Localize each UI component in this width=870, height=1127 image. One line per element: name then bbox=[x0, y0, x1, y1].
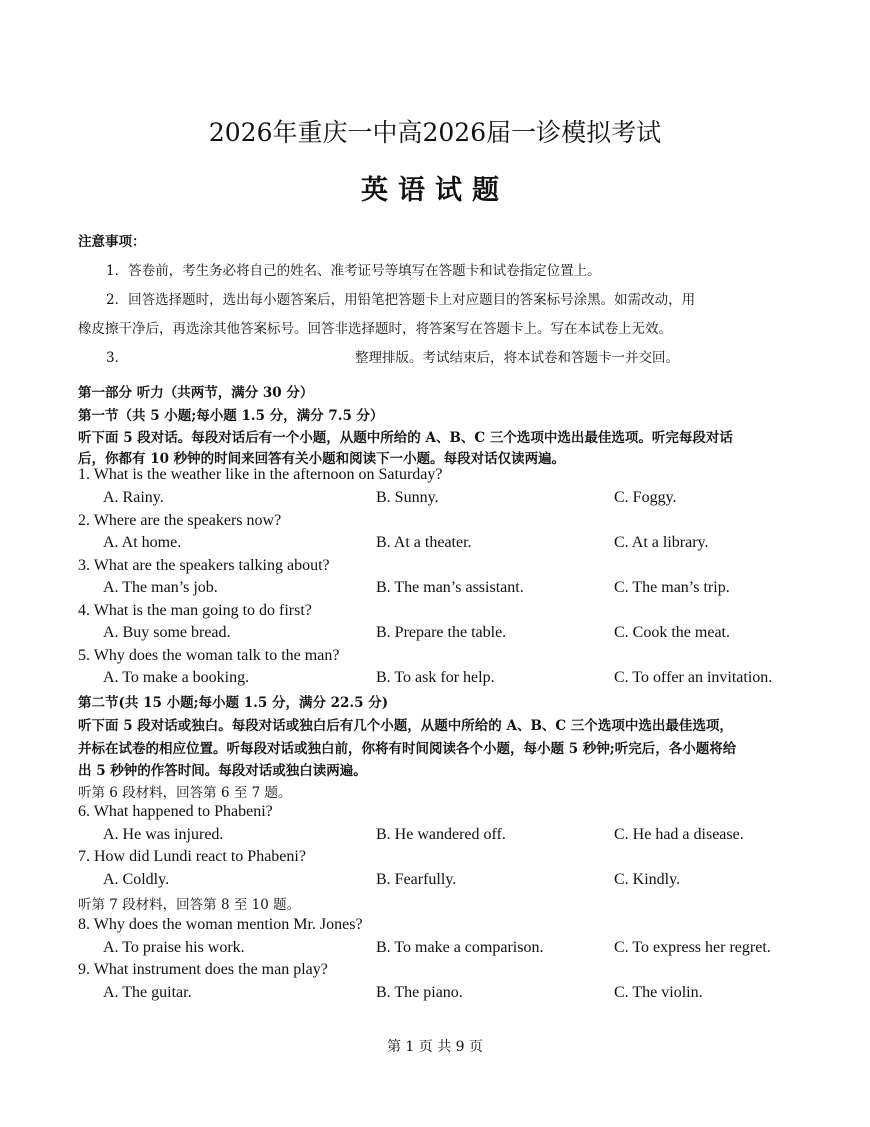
notes-heading: 注意事项： bbox=[78, 234, 146, 250]
question-6: 6. What happened to Phabeni? bbox=[78, 803, 273, 820]
material-6-note: 听第 6 段材料，回答第 6 至 7 题。 bbox=[78, 785, 292, 801]
section1-instructions-2: 后，你都有 10 秒钟的时间来回答有关小题和阅读下一小题。每段对话仅读两遍。 bbox=[78, 451, 566, 467]
q2-option-b: B. At a theater. bbox=[376, 534, 472, 551]
q3-option-b: B. The man’s assistant. bbox=[376, 579, 524, 596]
q4-option-a: A. Buy some bread. bbox=[103, 624, 231, 641]
q5-option-a: A. To make a booking. bbox=[103, 669, 250, 686]
q5-option-b: B. To ask for help. bbox=[376, 669, 495, 686]
q9-option-b: B. The piano. bbox=[376, 984, 463, 1001]
q3-option-a: A. The man’s job. bbox=[103, 579, 218, 596]
q7-option-c: C. Kindly. bbox=[614, 871, 681, 888]
q1-option-a: A. Rainy. bbox=[103, 489, 164, 506]
q2-option-a: A. At home. bbox=[103, 534, 182, 551]
q9-option-a: A. The guitar. bbox=[103, 984, 192, 1001]
section2-instructions-1: 听下面 5 段对话或独白。每段对话或独白后有几个小题，从题中所给的 A、B、C 三个选项中选出最佳选项， bbox=[78, 718, 733, 734]
q4-option-b: B. Prepare the table. bbox=[376, 624, 507, 641]
exam-subtitle: 英语试题 bbox=[361, 175, 509, 206]
question-2: 2. Where are the speakers now? bbox=[78, 512, 282, 529]
q4-option-c: C. Cook the meat. bbox=[614, 624, 730, 641]
section2-instructions-2: 并标在试卷的相应位置。听每段对话或独白前，你将有时间阅读各个小题，每小题 5 秒钟;听完后，各小题将给 bbox=[78, 741, 737, 757]
q7-option-a: A. Coldly. bbox=[103, 871, 170, 888]
q8-option-a: A. To praise his work. bbox=[103, 939, 245, 956]
q3-option-c: C. The man’s trip. bbox=[614, 579, 730, 596]
note-item-1: 1．答卷前，考生务必将自己的姓名、准考证号等填写在答题卡和试卷指定位置上。 bbox=[106, 263, 601, 279]
question-5: 5. Why does the woman talk to the man? bbox=[78, 647, 340, 664]
q9-option-c: C. The violin. bbox=[614, 984, 703, 1001]
note-item-2-cont: 橡皮擦干净后，再选涂其他答案标号。回答非选择题时，将答案写在答题卡上。写在本试卷上无效。 bbox=[78, 321, 672, 337]
exam-title: 2026年重庆一中高2026届一诊模拟考试 bbox=[208, 118, 662, 147]
question-8: 8. Why does the woman mention Mr. Jones? bbox=[78, 916, 363, 933]
q1-option-c: C. Foggy. bbox=[614, 489, 677, 506]
q2-option-c: C. At a library. bbox=[614, 534, 709, 551]
question-4: 4. What is the man going to do first? bbox=[78, 602, 312, 619]
section1-instructions-1: 听下面 5 段对话。每段对话后有一个小题，从题中所给的 A、B、C 三个选项中选出最佳选项。听完每段对话 bbox=[78, 430, 733, 446]
q8-option-c: C. To express her regret. bbox=[614, 939, 771, 956]
question-9: 9. What instrument does the man play? bbox=[78, 961, 328, 978]
q8-option-b: B. To make a comparison. bbox=[376, 939, 544, 956]
note-item-2: 2．回答选择题时，选出每小题答案后，用铅笔把答题卡上对应题目的答案标号涂黑。如需改动，用 bbox=[106, 292, 696, 308]
q6-option-c: C. He had a disease. bbox=[614, 826, 744, 843]
q5-option-c: C. To offer an invitation. bbox=[614, 669, 773, 686]
note-item-3-num: 3． bbox=[106, 350, 129, 366]
q1-option-b: B. Sunny. bbox=[376, 489, 439, 506]
q7-option-b: B. Fearfully. bbox=[376, 871, 457, 888]
section2-instructions-3: 出 5 秒钟的作答时间。每段对话或独白读两遍。 bbox=[78, 763, 367, 779]
note-item-3-text: 整理排版。考试结束后，将本试卷和答题卡一并交回。 bbox=[355, 350, 679, 366]
page-footer: 第 1 页 共 9 页 bbox=[386, 1039, 484, 1055]
question-3: 3. What are the speakers talking about? bbox=[78, 557, 330, 574]
question-1: 1. What is the weather like in the afternoon on Saturday? bbox=[78, 466, 443, 483]
material-7-note: 听第 7 段材料，回答第 8 至 10 题。 bbox=[78, 897, 301, 913]
part1-heading: 第一部分 听力（共两节，满分 30 分） bbox=[78, 385, 314, 401]
section2-heading: 第二节(共 15 小题;每小题 1.5 分，满分 22.5 分) bbox=[78, 695, 389, 711]
q6-option-a: A. He was injured. bbox=[103, 826, 224, 843]
section1-heading: 第一节（共 5 小题;每小题 1.5 分，满分 7.5 分） bbox=[78, 408, 384, 424]
q6-option-b: B. He wandered off. bbox=[376, 826, 506, 843]
question-7: 7. How did Lundi react to Phabeni? bbox=[78, 848, 306, 865]
